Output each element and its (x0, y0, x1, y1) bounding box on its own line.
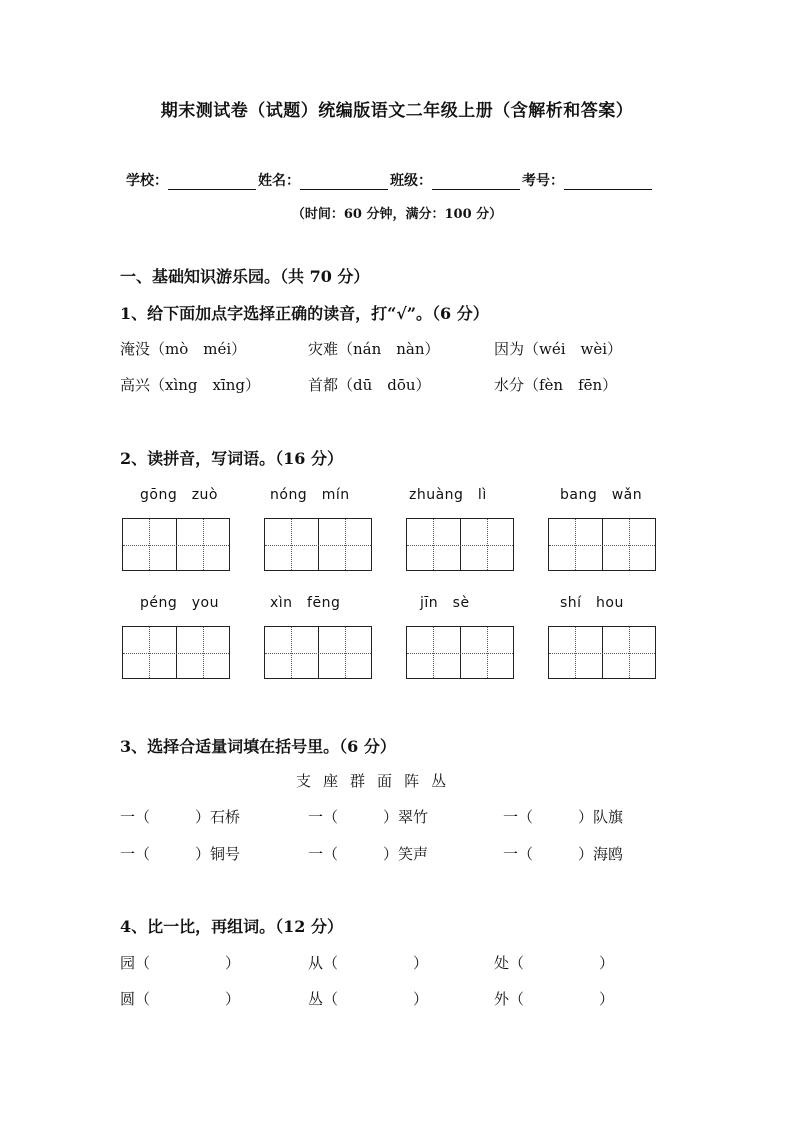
writing-grid[interactable] (406, 626, 514, 679)
q4-item[interactable]: 丛（ ） (308, 990, 429, 1008)
student-info-line (126, 170, 654, 190)
pinyin-label: péng you (140, 595, 219, 611)
q1-item[interactable]: 高兴（xìng xīng） (120, 376, 261, 394)
word-bank-item: 支 (296, 772, 312, 790)
q3-item[interactable]: 一（ ）石桥 (120, 808, 241, 826)
q4-item[interactable]: 圆（ ） (120, 990, 241, 1008)
q1-item[interactable]: 首都（dū dōu） (308, 376, 431, 394)
class-blank[interactable] (432, 173, 520, 190)
q3-item[interactable]: 一（ ）翠竹 (308, 808, 429, 826)
q4-item[interactable]: 外（ ） (494, 990, 615, 1008)
number-blank[interactable] (564, 173, 652, 190)
q4-heading: 4、比一比，再组词。（12 分） (120, 917, 343, 936)
pinyin-label: shí hou (560, 595, 624, 611)
page-title: 期末测试卷（试题）统编版语文二年级上册（含解析和答案） (160, 101, 634, 121)
name-blank[interactable] (300, 173, 388, 190)
writing-grid[interactable] (122, 626, 230, 679)
school-blank[interactable] (168, 173, 256, 190)
q1-item[interactable]: 淹没（mò méi） (120, 340, 247, 358)
writing-grid[interactable] (122, 518, 230, 571)
q2-heading: 2、读拼音，写词语。（16 分） (120, 449, 343, 468)
pinyin-label: xìn fēng (270, 595, 341, 611)
writing-grid[interactable] (406, 518, 514, 571)
pinyin-label: nóng mín (270, 487, 350, 503)
word-bank-item: 面 (377, 772, 393, 790)
time-note: （时间：60 分钟，满分：100 分） (291, 207, 503, 222)
q1-item[interactable]: 灾难（nán nàn） (308, 340, 440, 358)
q3-heading: 3、选择合适量词填在括号里。（6 分） (120, 737, 396, 756)
q3-item[interactable]: 一（ ）铜号 (120, 845, 241, 863)
q4-item[interactable]: 从（ ） (308, 954, 429, 972)
word-bank-item: 丛 (431, 772, 447, 790)
q1-item[interactable]: 水分（fèn fēn） (494, 376, 618, 394)
q3-item[interactable]: 一（ ）队旗 (503, 808, 624, 826)
writing-grid[interactable] (264, 626, 372, 679)
section1-heading: 一、基础知识游乐园。（共 70 分） (120, 267, 370, 286)
word-bank-item: 座 (323, 772, 339, 790)
word-bank-item: 群 (350, 772, 366, 790)
pinyin-label: zhuàng lì (409, 487, 487, 503)
q4-item[interactable]: 处（ ） (494, 954, 615, 972)
writing-grid[interactable] (264, 518, 372, 571)
q1-heading: 1、给下面加点字选择正确的读音，打“√”。（6 分） (120, 304, 489, 323)
pinyin-label: gōng zuò (140, 487, 218, 503)
class-label: 班级： (390, 173, 432, 189)
word-bank-item: 阵 (404, 772, 420, 790)
word-bank (296, 770, 458, 791)
q4-item[interactable]: 园（ ） (120, 954, 241, 972)
pinyin-label: bang wǎn (560, 487, 643, 503)
writing-grid[interactable] (548, 626, 656, 679)
name-label: 姓名： (258, 173, 300, 189)
q3-item[interactable]: 一（ ）笑声 (308, 845, 429, 863)
q3-item[interactable]: 一（ ）海鸥 (503, 845, 624, 863)
writing-grid[interactable] (548, 518, 656, 571)
pinyin-label: jīn sè (420, 595, 470, 611)
q1-item[interactable]: 因为（wéi wèi） (494, 340, 623, 358)
school-label: 学校： (126, 173, 168, 189)
number-label: 考号： (522, 173, 564, 189)
